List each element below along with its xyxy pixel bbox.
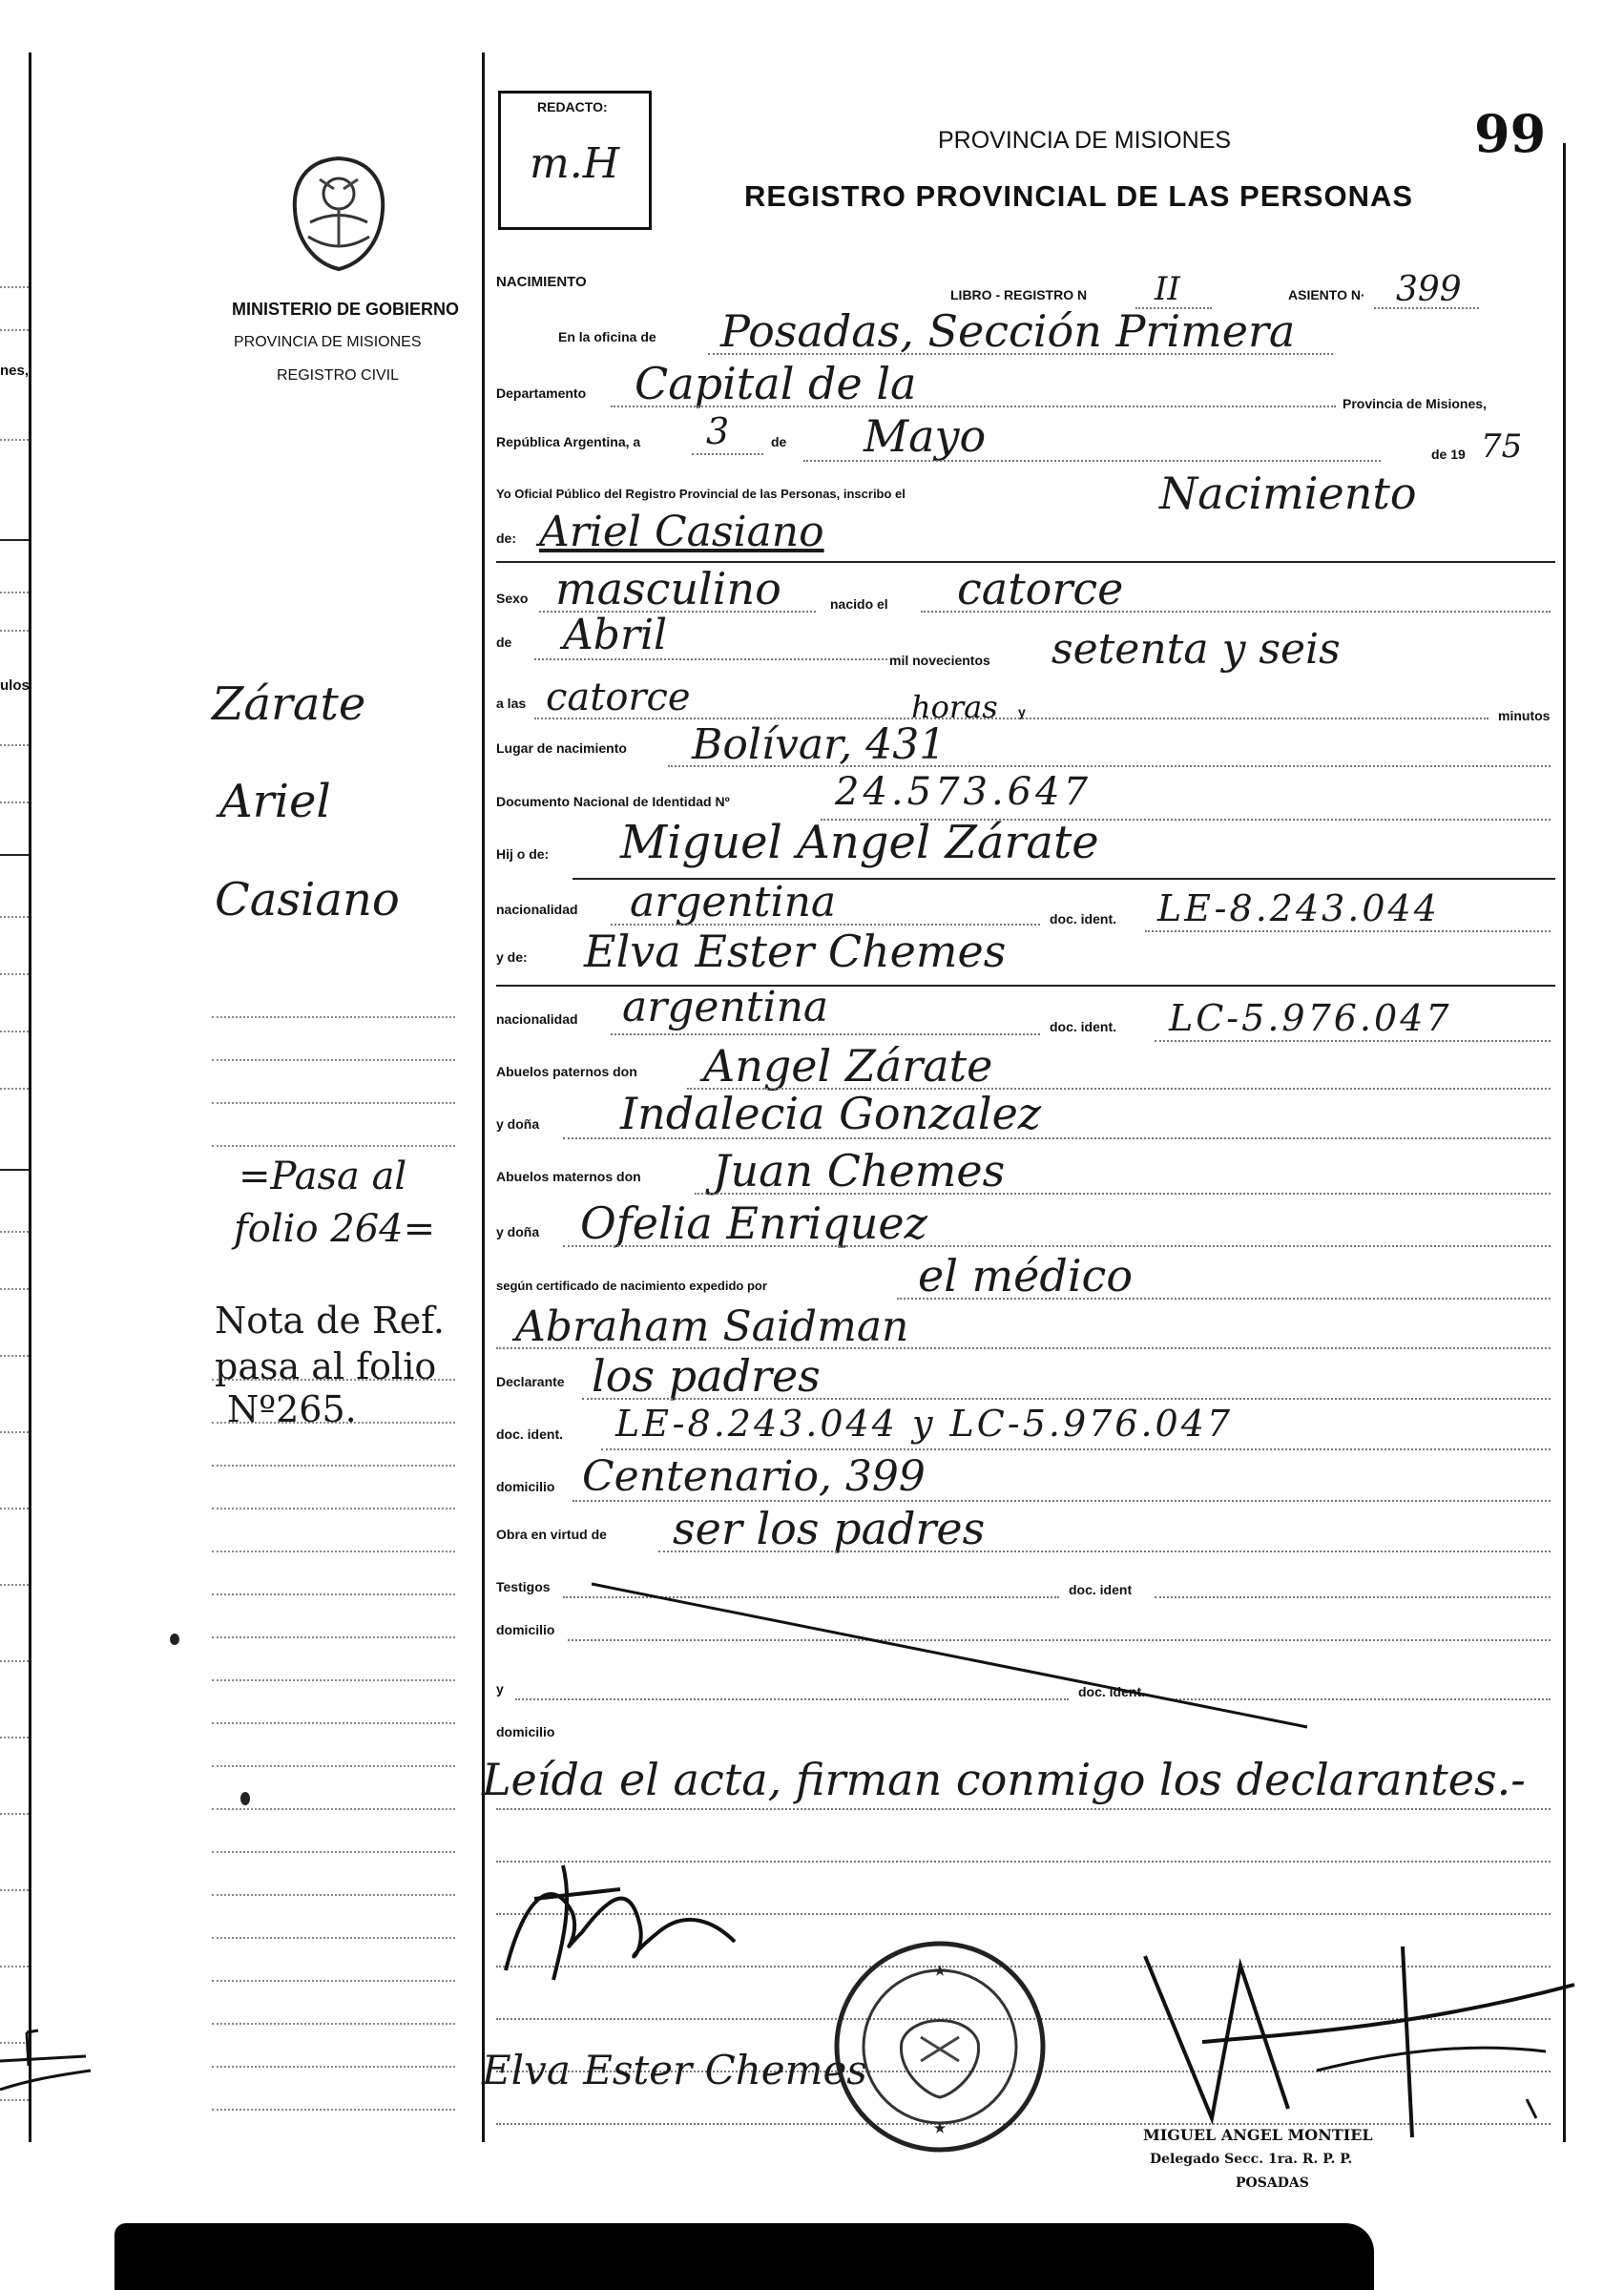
stamp-name: MIGUEL ANGEL MONTIEL: [1143, 2126, 1373, 2144]
anio-label: de 19: [1431, 447, 1466, 462]
dni-value: 24.573.647: [835, 770, 1093, 814]
mil-label: mil novecientos: [889, 653, 990, 668]
doc2-label: doc. ident.: [1050, 1019, 1116, 1034]
doc-declarante-label: doc. ident.: [496, 1426, 563, 1442]
nacido-value: catorce: [957, 563, 1124, 614]
hijo-label: Hij o de:: [496, 846, 550, 862]
horas-label: horas: [911, 689, 998, 725]
scan-dot-2: [240, 1792, 250, 1805]
margin-second-name: Casiano: [215, 873, 400, 926]
right-border-line: [1563, 143, 1566, 2142]
departamento-label: Departamento: [496, 385, 587, 401]
margin-nota-line-3: Nº265.: [227, 1388, 357, 1430]
margin-surname: Zárate: [212, 677, 366, 731]
libro-value: II: [1155, 270, 1180, 308]
doc-declarante-value: LE-8.243.044 y LC-5.976.047: [615, 1403, 1234, 1445]
nac1-label: nacionalidad: [496, 902, 578, 917]
nacido-label: nacido el: [830, 596, 888, 612]
page-number: 99: [1474, 103, 1547, 164]
domicilio-label: domicilio: [496, 1479, 555, 1494]
coat-of-arms-emblem: [281, 151, 396, 280]
header-province: PROVINCIA DE MISIONES: [938, 127, 1232, 154]
obra-value: ser los padres: [673, 1503, 986, 1554]
testigos-strike-line: [592, 1565, 1317, 1741]
madre-value: Elva Ester Chemes: [584, 926, 1007, 977]
asiento-value: 399: [1396, 270, 1462, 309]
official-signature: [1126, 1927, 1584, 2152]
mother-signature: Elva Ester Chemes: [482, 2047, 867, 2093]
margin-first-name: Ariel: [219, 775, 331, 828]
ydona2-label: y doña: [496, 1224, 540, 1239]
svg-text:★: ★: [933, 2120, 947, 2135]
father-signature: [496, 1856, 744, 1994]
svg-text:★: ★: [933, 1963, 947, 1978]
redacto-initials: m.H: [530, 139, 620, 188]
doc1-label: doc. ident.: [1050, 911, 1116, 926]
ydona1-label: y doña: [496, 1116, 540, 1132]
lugar-label: Lugar de nacimiento: [496, 740, 627, 756]
left-edge-fragment-a: nes,: [0, 363, 30, 379]
padre-value: Miguel Angel Zárate: [620, 816, 1099, 869]
margin-divider-line: [482, 52, 485, 2142]
domicilio2-label: domicilio: [496, 1622, 555, 1637]
ministry-line-3: REGISTRO CIVIL: [277, 367, 400, 384]
abuelos-paternos-label: Abuelos paternos don: [496, 1064, 637, 1079]
de-label: de: [771, 434, 787, 449]
oficina-value: Posadas, Sección Primera: [720, 305, 1296, 357]
redacto-box: [498, 91, 652, 230]
margin-nota-line-1: Nota de Ref.: [215, 1300, 445, 1342]
nombre-value: Ariel Casiano: [539, 508, 824, 556]
margin-pase-line-1: =Pasa al: [239, 1155, 407, 1198]
left-edge-fragment-b: ulos: [0, 677, 30, 694]
header-registry: REGISTRO PROVINCIAL DE LAS PERSONAS: [744, 179, 1414, 213]
nac1-value: argentina: [630, 878, 837, 926]
del-label: de:: [496, 531, 516, 546]
left-edge-line: [29, 52, 31, 2142]
obra-label: Obra en virtud de: [496, 1527, 607, 1542]
dia-value: 3: [706, 410, 730, 452]
certificado-label: según certificado de nacimiento expedido por: [496, 1279, 767, 1293]
ministry-line-2: PROVINCIA DE MISIONES: [234, 334, 422, 350]
dni-label: Documento Nacional de Identidad Nº: [496, 794, 730, 809]
abuelos-maternos-label: Abuelos maternos don: [496, 1169, 641, 1184]
horas-value: catorce: [546, 676, 691, 719]
lugar-value: Bolívar, 431: [692, 720, 947, 769]
provincia-label: Provincia de Misiones,: [1343, 396, 1487, 411]
nac2-value: argentina: [622, 983, 829, 1031]
mes-value: Mayo: [864, 410, 987, 462]
sexo-label: Sexo: [496, 591, 529, 606]
redacto-label: REDACTO:: [537, 99, 608, 114]
abuelos-maternos-value: Juan Chemes: [713, 1145, 1006, 1197]
closing-text: Leída el acta, firman conmigo los declarantes.-: [482, 1754, 1526, 1805]
domicilio3-label: domicilio: [496, 1724, 555, 1739]
anio-nac-value: setenta y seis: [1051, 625, 1341, 674]
libro-label: LIBRO - REGISTRO N: [950, 287, 1088, 302]
doc-ident-t1-label: doc. ident: [1069, 1582, 1133, 1597]
official-seal: [830, 1937, 1050, 2161]
stamp-role: Delegado Secc. 1ra. R. P. P.: [1150, 2152, 1353, 2167]
doc1-value: LE-8.243.044: [1157, 887, 1440, 929]
oficina-label: En la oficina de: [558, 329, 656, 344]
y-label: y: [1018, 704, 1026, 719]
asiento-label: ASIENTO N·: [1288, 287, 1365, 302]
medico-value: Abraham Saidman: [515, 1302, 909, 1351]
domicilio-value: Centenario, 399: [582, 1452, 926, 1501]
margin-pase-line-2: folio 264=: [234, 1207, 436, 1251]
declarante-value: los padres: [592, 1350, 821, 1402]
left-margin-scribble: [0, 2023, 95, 2113]
doc2-value: LC-5.976.047: [1169, 997, 1452, 1039]
stamp-city: POSADAS: [1236, 2176, 1309, 2191]
abuelos-paternos-value: Angel Zárate: [703, 1040, 993, 1092]
minutos-label: minutos: [1498, 708, 1551, 723]
inscribo-value: Nacimiento: [1159, 468, 1417, 519]
sexo-value: masculino: [555, 563, 781, 614]
margin-nota-line-2: pasa al folio: [215, 1345, 437, 1387]
abuela-materna-value: Ofelia Enriquez: [580, 1197, 927, 1249]
nac2-label: nacionalidad: [496, 1011, 578, 1027]
certificado-value: el médico: [918, 1250, 1134, 1301]
yde-label: y de:: [496, 949, 528, 965]
anio-value: 75: [1481, 427, 1523, 466]
scan-bottom-edge: [115, 2223, 1374, 2290]
y2-label: y: [496, 1681, 504, 1697]
nacimiento-label: NACIMIENTO: [496, 274, 587, 290]
alas-label: a las: [496, 696, 527, 711]
declarante-label: Declarante: [496, 1374, 565, 1389]
scan-dot-1: [170, 1634, 179, 1645]
oficial-label: Yo Oficial Público del Registro Provincial de las Personas, inscribo el: [496, 487, 906, 501]
abuela-paterna-value: Indalecia Gonzalez: [620, 1088, 1042, 1139]
republica-label: República Argentina, a: [496, 434, 641, 449]
departamento-value: Capital de la: [635, 358, 917, 409]
testigos-label: Testigos: [496, 1579, 551, 1594]
de2-label: de: [496, 635, 512, 650]
doc-ident-t2-label: doc. ident.: [1078, 1684, 1145, 1699]
ministry-line-1: MINISTERIO DE GOBIERNO: [232, 300, 460, 319]
mes-nac-value: Abril: [563, 611, 668, 659]
